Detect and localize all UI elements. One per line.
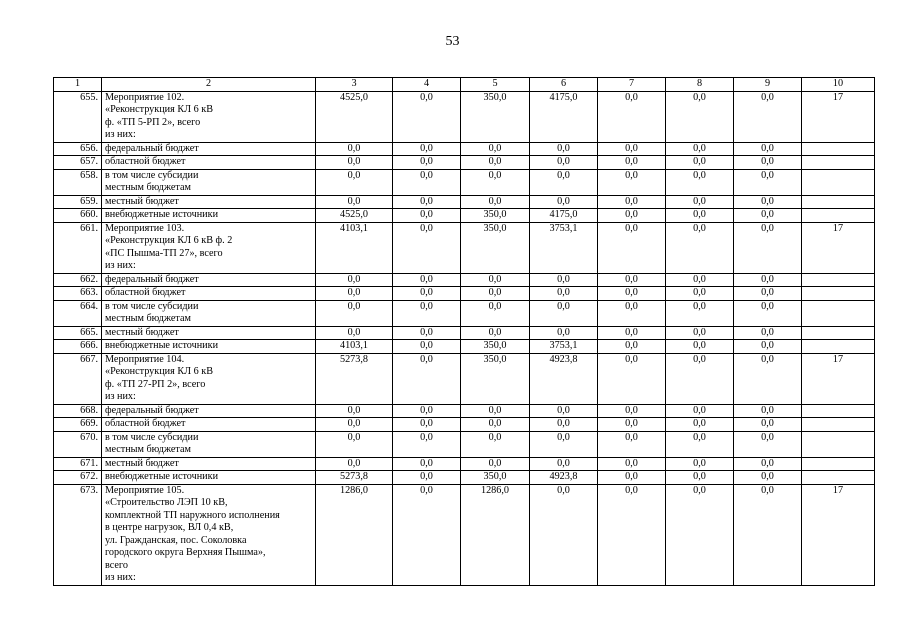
row-description bbox=[102, 195, 316, 209]
table-row bbox=[54, 209, 875, 223]
row-number: 673. bbox=[54, 484, 102, 585]
value-cell: 3753,1 bbox=[530, 222, 598, 273]
value-cell: 0,0 bbox=[530, 457, 598, 471]
value-cell: 0,0 bbox=[666, 169, 734, 195]
value-cell: 0,0 bbox=[393, 169, 461, 195]
value-cell: 0,0 bbox=[461, 326, 530, 340]
description-line: в центре нагрузок, ВЛ 0,4 кВ, bbox=[105, 522, 234, 533]
value-cell bbox=[802, 156, 875, 170]
value-cell: 0,0 bbox=[598, 457, 666, 471]
value-cell: 4103,1 bbox=[316, 340, 393, 354]
value-cell: 0,0 bbox=[393, 142, 461, 156]
value-cell: 0,0 bbox=[530, 418, 598, 432]
value-cell: 0,0 bbox=[393, 287, 461, 301]
value-cell: 0,0 bbox=[734, 273, 802, 287]
value-cell: 0,0 bbox=[461, 431, 530, 457]
value-cell: 0,0 bbox=[734, 222, 802, 273]
value-cell: 0,0 bbox=[598, 156, 666, 170]
value-cell: 0,0 bbox=[393, 195, 461, 209]
description-line: местный бюджет bbox=[105, 326, 179, 338]
table-row bbox=[54, 353, 875, 404]
row-description bbox=[102, 169, 316, 195]
value-cell: 0,0 bbox=[461, 418, 530, 432]
row-description bbox=[102, 273, 316, 287]
row-number: 665. bbox=[54, 326, 102, 340]
value-cell: 0,0 bbox=[598, 273, 666, 287]
description-line: областной бюджет bbox=[105, 287, 186, 298]
value-cell: 0,0 bbox=[393, 326, 461, 340]
page-number: 53 bbox=[445, 34, 460, 49]
value-cell: 0,0 bbox=[598, 431, 666, 457]
value-cell: 0,0 bbox=[598, 353, 666, 404]
value-cell: 0,0 bbox=[393, 457, 461, 471]
value-cell: 0,0 bbox=[666, 471, 734, 485]
value-cell bbox=[802, 418, 875, 432]
header-cell: 1 bbox=[54, 78, 102, 92]
value-cell: 0,0 bbox=[666, 91, 734, 142]
value-cell: 0,0 bbox=[530, 195, 598, 209]
table-row bbox=[54, 418, 875, 432]
header-cell: 8 bbox=[666, 78, 734, 92]
value-cell: 0,0 bbox=[666, 142, 734, 156]
description-line: федеральный бюджет bbox=[105, 142, 199, 154]
value-cell: 0,0 bbox=[393, 222, 461, 273]
value-cell: 4923,8 bbox=[530, 471, 598, 485]
value-cell: 0,0 bbox=[598, 404, 666, 418]
row-description bbox=[102, 300, 316, 326]
value-cell bbox=[802, 457, 875, 471]
value-cell: 0,0 bbox=[666, 431, 734, 457]
value-cell: 0,0 bbox=[393, 353, 461, 404]
value-cell: 0,0 bbox=[666, 287, 734, 301]
description-line: Мероприятие 103. bbox=[105, 222, 185, 234]
value-cell: 0,0 bbox=[734, 471, 802, 485]
value-cell: 0,0 bbox=[461, 156, 530, 170]
row-description bbox=[102, 404, 316, 418]
row-number: 656. bbox=[54, 142, 102, 156]
value-cell: 17 bbox=[802, 484, 875, 585]
value-cell: 0,0 bbox=[598, 287, 666, 301]
header-cell: 4 bbox=[393, 78, 461, 92]
table-body bbox=[54, 78, 875, 586]
table-row bbox=[54, 156, 875, 170]
row-number: 662. bbox=[54, 273, 102, 287]
value-cell: 5273,8 bbox=[316, 353, 393, 404]
value-cell: 0,0 bbox=[598, 300, 666, 326]
value-cell: 0,0 bbox=[393, 340, 461, 354]
value-cell: 0,0 bbox=[666, 353, 734, 404]
row-description bbox=[102, 91, 316, 142]
row-number: 664. bbox=[54, 300, 102, 326]
value-cell: 0,0 bbox=[530, 300, 598, 326]
value-cell: 0,0 bbox=[316, 273, 393, 287]
row-number: 668. bbox=[54, 404, 102, 418]
value-cell: 0,0 bbox=[598, 340, 666, 354]
value-cell: 0,0 bbox=[666, 326, 734, 340]
description-line: ф. «ТП 5-РП 2», всего bbox=[105, 116, 201, 128]
value-cell: 0,0 bbox=[461, 300, 530, 326]
value-cell: 0,0 bbox=[666, 457, 734, 471]
value-cell bbox=[802, 326, 875, 340]
description-line: «Реконструкция КЛ 6 кВ bbox=[105, 366, 213, 377]
value-cell: 0,0 bbox=[734, 91, 802, 142]
value-cell: 17 bbox=[802, 353, 875, 404]
value-cell: 4103,1 bbox=[316, 222, 393, 273]
header-row bbox=[54, 78, 875, 92]
value-cell: 0,0 bbox=[734, 209, 802, 223]
table-row bbox=[54, 431, 875, 457]
row-number: 655. bbox=[54, 91, 102, 142]
row-description bbox=[102, 457, 316, 471]
value-cell: 0,0 bbox=[666, 300, 734, 326]
value-cell bbox=[802, 431, 875, 457]
table-row bbox=[54, 484, 875, 585]
value-cell: 0,0 bbox=[316, 431, 393, 457]
value-cell bbox=[802, 340, 875, 354]
row-description bbox=[102, 340, 316, 354]
value-cell: 0,0 bbox=[598, 326, 666, 340]
description-line: местным бюджетам bbox=[105, 313, 191, 324]
row-number: 667. bbox=[54, 353, 102, 404]
row-number: 671. bbox=[54, 457, 102, 471]
value-cell bbox=[802, 300, 875, 326]
value-cell: 0,0 bbox=[393, 156, 461, 170]
row-number: 657. bbox=[54, 156, 102, 170]
value-cell: 0,0 bbox=[598, 418, 666, 432]
value-cell: 350,0 bbox=[461, 222, 530, 273]
value-cell: 0,0 bbox=[598, 209, 666, 223]
header-cell: 5 bbox=[461, 78, 530, 92]
row-description bbox=[102, 142, 316, 156]
value-cell: 0,0 bbox=[530, 287, 598, 301]
value-cell: 0,0 bbox=[393, 91, 461, 142]
value-cell bbox=[802, 169, 875, 195]
value-cell: 0,0 bbox=[666, 195, 734, 209]
row-number: 661. bbox=[54, 222, 102, 273]
description-line: «Строительство ЛЭП 10 кВ, bbox=[105, 497, 228, 508]
value-cell: 0,0 bbox=[393, 431, 461, 457]
description-line: городского округа Верхняя Пышма», bbox=[105, 547, 266, 558]
table-row bbox=[54, 222, 875, 273]
value-cell: 0,0 bbox=[393, 209, 461, 223]
description-line: в том числе субсидии bbox=[105, 431, 199, 443]
value-cell: 0,0 bbox=[530, 484, 598, 585]
value-cell: 0,0 bbox=[316, 418, 393, 432]
value-cell: 4175,0 bbox=[530, 91, 598, 142]
description-line: местным бюджетам bbox=[105, 182, 191, 193]
description-line: внебюджетные источники bbox=[105, 340, 219, 351]
row-description bbox=[102, 484, 316, 585]
row-description bbox=[102, 222, 316, 273]
table-row bbox=[54, 404, 875, 418]
value-cell: 0,0 bbox=[734, 169, 802, 195]
table-row bbox=[54, 169, 875, 195]
value-cell: 0,0 bbox=[461, 142, 530, 156]
table-row bbox=[54, 195, 875, 209]
row-description bbox=[102, 156, 316, 170]
value-cell: 350,0 bbox=[461, 340, 530, 354]
value-cell: 1286,0 bbox=[461, 484, 530, 585]
value-cell: 0,0 bbox=[316, 142, 393, 156]
row-number: 666. bbox=[54, 340, 102, 354]
value-cell: 0,0 bbox=[316, 326, 393, 340]
value-cell: 4525,0 bbox=[316, 91, 393, 142]
header-cell: 2 bbox=[102, 78, 316, 92]
value-cell: 0,0 bbox=[734, 300, 802, 326]
value-cell: 0,0 bbox=[316, 156, 393, 170]
header-cell: 3 bbox=[316, 78, 393, 92]
budget-table bbox=[53, 77, 875, 586]
description-line: Мероприятие 105. bbox=[105, 484, 185, 496]
description-line: из них: bbox=[105, 129, 136, 140]
value-cell: 0,0 bbox=[734, 431, 802, 457]
row-number: 672. bbox=[54, 471, 102, 485]
value-cell: 17 bbox=[802, 91, 875, 142]
row-description bbox=[102, 353, 316, 404]
row-description bbox=[102, 471, 316, 485]
value-cell: 0,0 bbox=[461, 457, 530, 471]
value-cell bbox=[802, 142, 875, 156]
value-cell: 0,0 bbox=[666, 418, 734, 432]
value-cell: 0,0 bbox=[393, 300, 461, 326]
description-line: местный бюджет bbox=[105, 195, 179, 207]
value-cell: 0,0 bbox=[530, 431, 598, 457]
value-cell bbox=[802, 471, 875, 485]
description-line: местный бюджет bbox=[105, 457, 179, 469]
row-number: 658. bbox=[54, 169, 102, 195]
value-cell bbox=[802, 287, 875, 301]
description-line: областной бюджет bbox=[105, 156, 186, 167]
value-cell: 0,0 bbox=[316, 169, 393, 195]
value-cell: 0,0 bbox=[666, 156, 734, 170]
header-cell: 7 bbox=[598, 78, 666, 92]
description-line: «Реконструкция КЛ 6 кВ bbox=[105, 104, 213, 115]
row-number: 660. bbox=[54, 209, 102, 223]
value-cell: 1286,0 bbox=[316, 484, 393, 585]
description-line: областной бюджет bbox=[105, 418, 186, 429]
row-number: 669. bbox=[54, 418, 102, 432]
description-line: в том числе субсидии bbox=[105, 169, 199, 181]
value-cell: 0,0 bbox=[598, 91, 666, 142]
value-cell: 0,0 bbox=[530, 273, 598, 287]
value-cell: 0,0 bbox=[598, 484, 666, 585]
description-line: федеральный бюджет bbox=[105, 273, 199, 285]
description-line: «ПС Пышма-ТП 27», всего bbox=[105, 247, 223, 259]
value-cell: 0,0 bbox=[734, 142, 802, 156]
table-row bbox=[54, 471, 875, 485]
value-cell: 0,0 bbox=[530, 404, 598, 418]
value-cell: 0,0 bbox=[461, 169, 530, 195]
description-line: внебюджетные источники bbox=[105, 209, 219, 220]
value-cell: 0,0 bbox=[316, 300, 393, 326]
description-line: Мероприятие 104. bbox=[105, 353, 185, 365]
value-cell: 0,0 bbox=[530, 326, 598, 340]
table-row bbox=[54, 326, 875, 340]
value-cell: 0,0 bbox=[598, 222, 666, 273]
value-cell: 0,0 bbox=[734, 156, 802, 170]
table-row bbox=[54, 300, 875, 326]
value-cell: 0,0 bbox=[666, 484, 734, 585]
value-cell: 0,0 bbox=[393, 418, 461, 432]
description-line: федеральный бюджет bbox=[105, 404, 199, 416]
value-cell: 0,0 bbox=[316, 404, 393, 418]
value-cell: 0,0 bbox=[666, 273, 734, 287]
row-number: 670. bbox=[54, 431, 102, 457]
header-cell: 10 bbox=[802, 78, 875, 92]
table-row bbox=[54, 457, 875, 471]
value-cell: 0,0 bbox=[393, 273, 461, 287]
row-description bbox=[102, 209, 316, 223]
value-cell: 0,0 bbox=[393, 471, 461, 485]
value-cell: 0,0 bbox=[734, 287, 802, 301]
table-row bbox=[54, 287, 875, 301]
value-cell: 0,0 bbox=[598, 169, 666, 195]
description-line: всего bbox=[105, 559, 128, 571]
table-row bbox=[54, 340, 875, 354]
value-cell: 0,0 bbox=[666, 209, 734, 223]
value-cell: 350,0 bbox=[461, 91, 530, 142]
value-cell: 0,0 bbox=[393, 484, 461, 585]
value-cell: 4175,0 bbox=[530, 209, 598, 223]
value-cell: 0,0 bbox=[316, 195, 393, 209]
row-description bbox=[102, 418, 316, 432]
value-cell: 0,0 bbox=[530, 142, 598, 156]
value-cell: 0,0 bbox=[734, 484, 802, 585]
value-cell: 0,0 bbox=[316, 457, 393, 471]
row-description bbox=[102, 287, 316, 301]
description-line: Мероприятие 102. bbox=[105, 91, 185, 103]
value-cell: 0,0 bbox=[461, 273, 530, 287]
table-row bbox=[54, 142, 875, 156]
value-cell: 0,0 bbox=[530, 169, 598, 195]
description-line: из них: bbox=[105, 572, 136, 583]
value-cell: 0,0 bbox=[316, 287, 393, 301]
value-cell: 0,0 bbox=[393, 404, 461, 418]
value-cell: 4923,8 bbox=[530, 353, 598, 404]
value-cell bbox=[802, 404, 875, 418]
value-cell: 5273,8 bbox=[316, 471, 393, 485]
table-row bbox=[54, 273, 875, 287]
description-line: ф. «ТП 27-РП 2», всего bbox=[105, 378, 206, 390]
description-line: внебюджетные источники bbox=[105, 471, 219, 482]
row-description bbox=[102, 326, 316, 340]
description-line: «Реконструкция КЛ 6 кВ ф. 2 bbox=[105, 235, 233, 246]
value-cell: 0,0 bbox=[734, 340, 802, 354]
value-cell: 0,0 bbox=[734, 418, 802, 432]
value-cell: 0,0 bbox=[734, 195, 802, 209]
value-cell: 0,0 bbox=[666, 340, 734, 354]
description-line: местным бюджетам bbox=[105, 444, 191, 455]
value-cell: 0,0 bbox=[734, 457, 802, 471]
value-cell: 0,0 bbox=[598, 195, 666, 209]
value-cell: 17 bbox=[802, 222, 875, 273]
row-number: 659. bbox=[54, 195, 102, 209]
value-cell: 0,0 bbox=[461, 195, 530, 209]
row-description bbox=[102, 431, 316, 457]
description-line: из них: bbox=[105, 391, 136, 402]
value-cell: 0,0 bbox=[598, 142, 666, 156]
value-cell: 0,0 bbox=[530, 156, 598, 170]
value-cell: 0,0 bbox=[734, 326, 802, 340]
value-cell: 0,0 bbox=[666, 404, 734, 418]
value-cell: 350,0 bbox=[461, 471, 530, 485]
value-cell bbox=[802, 209, 875, 223]
header-cell: 9 bbox=[734, 78, 802, 92]
value-cell: 0,0 bbox=[734, 404, 802, 418]
value-cell bbox=[802, 273, 875, 287]
value-cell bbox=[802, 195, 875, 209]
description-line: ул. Гражданская, пос. Соколовка bbox=[105, 534, 247, 546]
row-number: 663. bbox=[54, 287, 102, 301]
value-cell: 350,0 bbox=[461, 209, 530, 223]
value-cell: 350,0 bbox=[461, 353, 530, 404]
value-cell: 4525,0 bbox=[316, 209, 393, 223]
value-cell: 0,0 bbox=[461, 287, 530, 301]
description-line: из них: bbox=[105, 260, 136, 271]
value-cell: 0,0 bbox=[598, 471, 666, 485]
description-line: комплектной ТП наружного исполнения bbox=[105, 509, 280, 521]
header-cell: 6 bbox=[530, 78, 598, 92]
table-row bbox=[54, 91, 875, 142]
description-line: в том числе субсидии bbox=[105, 300, 199, 312]
value-cell: 3753,1 bbox=[530, 340, 598, 354]
value-cell: 0,0 bbox=[461, 404, 530, 418]
value-cell: 0,0 bbox=[734, 353, 802, 404]
value-cell: 0,0 bbox=[666, 222, 734, 273]
